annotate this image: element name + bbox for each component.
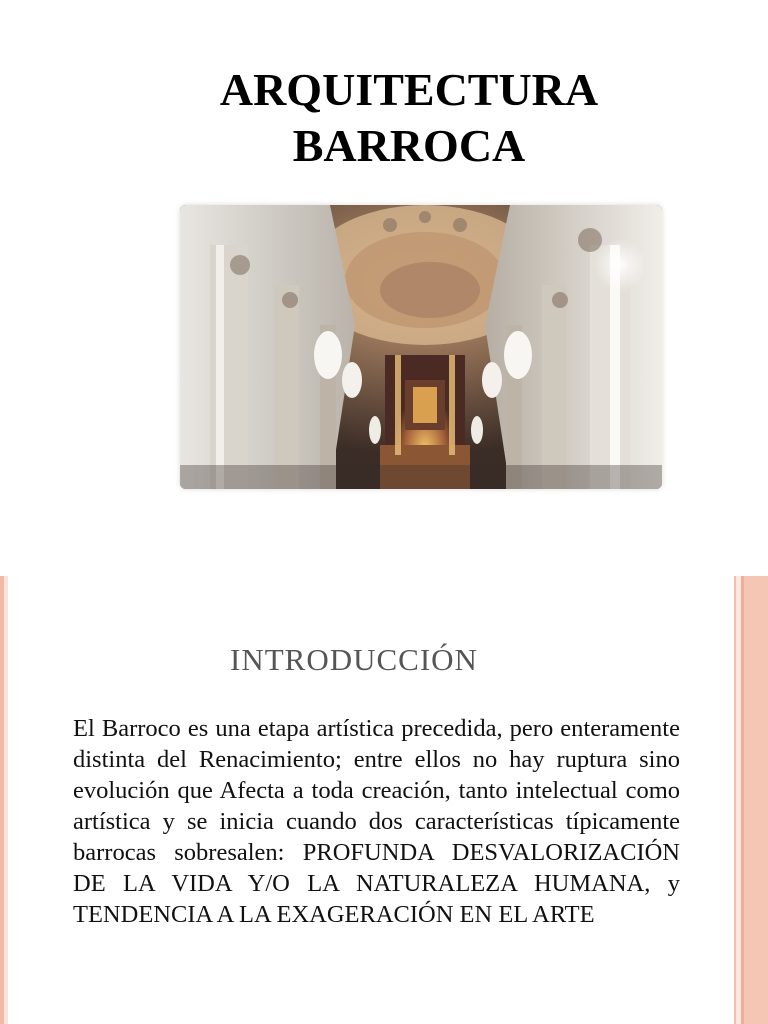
title-line-2: BARROCA (292, 120, 526, 171)
baroque-interior-photo (180, 205, 662, 489)
slide-title-heading (0, 62, 768, 174)
intro-heading: INTRODUCCIÓN (230, 642, 478, 677)
title-line-1: ARQUITECTURA (219, 64, 599, 115)
left-decorative-stripe (0, 576, 8, 1024)
intro-paragraph: El Barroco es una etapa artística precedida, pero enteramente distinta del Renacimiento; entre ellos no hay ruptura sino evolución que Afecta a toda creación, tanto intelectual como artística y se inicia cuando dos características típicamente barrocas sobresalen: PROFUNDA DESVALORIZACIÓN DE LA VIDA Y/O LA NATURALEZA HUMANA, y TENDENCIA A LA EXAGERACIÓN EN EL ARTE (73, 715, 680, 928)
slide-introduccion (0, 576, 768, 1024)
right-decorative-stripes (734, 576, 768, 1024)
